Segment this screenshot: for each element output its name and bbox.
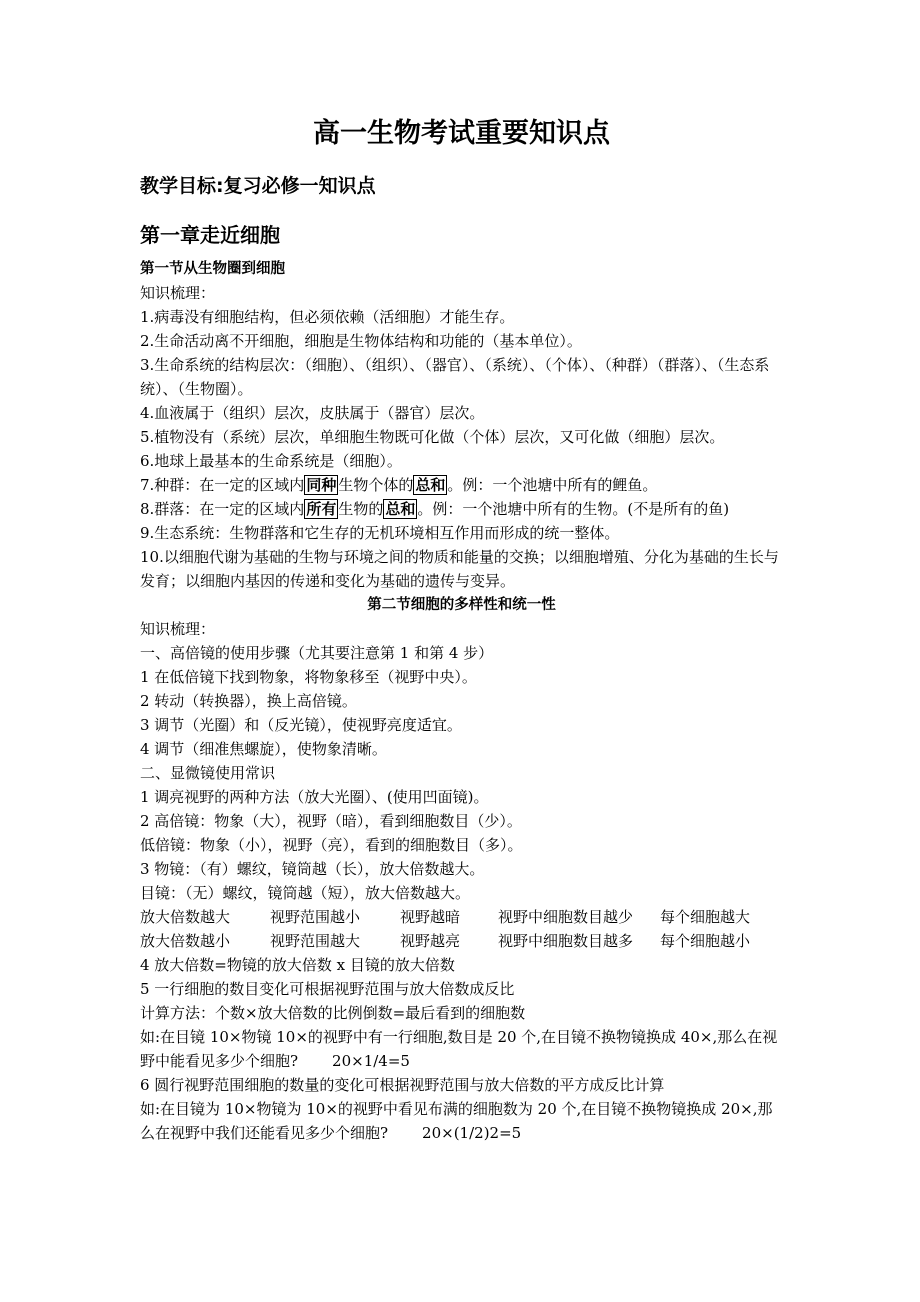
cell: 每个细胞越大: [660, 908, 751, 926]
point-7-keyword-same-species: 同种: [306, 476, 337, 494]
point-8-keyword-all: 所有: [306, 500, 337, 518]
tip-3b: 目镜：（无）螺纹，镜筒越（短），放大倍数越大。: [140, 884, 471, 902]
comparison-row-1: [140, 905, 783, 929]
tip-2b: 低倍镜：物象（小），视野（亮），看到的细胞数目（多）。: [140, 836, 523, 854]
point-8-keyword-total: 总和: [385, 500, 416, 518]
knowledge-label: 知识梳理：: [140, 284, 216, 302]
document-body: [140, 112, 783, 1145]
point-7-text-c: 生物个体的: [338, 476, 414, 494]
example-1-answer: 20×1/4=5: [332, 1052, 410, 1070]
microscope-steps-heading: 一、高倍镜的使用步骤（尤其要注意第 1 和第 4 步）: [140, 644, 494, 662]
point-7-text-d: 。例：一个池塘中所有的鲤鱼。: [447, 476, 658, 494]
point-8: [140, 497, 783, 521]
point-8-text-a: 8.群落：在一定的区域内: [140, 500, 305, 518]
tip-3: 3 物镜：（有）螺纹，镜筒越（长），放大倍数越大。: [140, 860, 485, 878]
tip-4: 4 放大倍数=物镜的放大倍数 x 目镜的放大倍数: [140, 956, 455, 974]
cell: 视野中细胞数目越多: [498, 932, 634, 950]
cell: 放大倍数越小: [140, 932, 231, 950]
cell: 放大倍数越大: [140, 908, 231, 926]
tip-2: 2 高倍镜：物象（大），视野（暗），看到细胞数目（少）。: [140, 812, 522, 830]
point-3: 3.生命系统的结构层次：（细胞）、（组织）、（器官）、（系统）、（个体）、（种群）（群落）、（生态系统）、（生物圈）。: [140, 356, 770, 398]
tip-5-method: 计算方法：个数×放大倍数的比例倒数=最后看到的细胞数: [140, 1004, 526, 1022]
section-2-heading: 第二节细胞的多样性和统一性: [367, 597, 556, 613]
knowledge-label-2: 知识梳理：: [140, 620, 216, 638]
cell: 视野越暗: [400, 908, 461, 926]
point-8-text-c: 生物的: [338, 500, 384, 518]
step-2: 2 转动（转换器），换上高倍镜。: [140, 692, 357, 710]
cell: 每个细胞越小: [660, 932, 751, 950]
point-2: 2.生命活动离不开细胞，细胞是生物体结构和功能的（基本单位）。: [140, 332, 582, 350]
point-7-keyword-total: 总和: [415, 476, 446, 494]
step-4: 4 调节（细准焦螺旋），使物象清晰。: [140, 740, 387, 758]
example-2-answer: 20×(1/2)2=5: [422, 1124, 522, 1142]
tip-6: 6 圆行视野范围细胞的数量的变化可根据视野范围与放大倍数的平方成反比计算: [140, 1076, 665, 1094]
point-1: 1.病毒没有细胞结构，但必须依赖（活细胞）才能生存。: [140, 308, 515, 326]
step-3: 3 调节（光圈）和（反光镜），使视野亮度适宜。: [140, 716, 462, 734]
comparison-row-2: [140, 929, 783, 953]
cell: 视野越亮: [400, 932, 461, 950]
example-2: [140, 1097, 783, 1145]
chapter-heading: 第一章走近细胞: [140, 223, 280, 247]
tip-1: 1 调亮视野的两种方法（放大光圈）、(使用凹面镜)。: [140, 788, 489, 806]
point-7-text-a: 7.种群：在一定的区域内: [140, 476, 305, 494]
cell: 视野范围越大: [270, 932, 361, 950]
microscope-tips-heading: 二、显微镜使用常识: [140, 764, 276, 782]
cell: 视野范围越小: [270, 908, 361, 926]
page-title: 高一生物考试重要知识点: [313, 118, 610, 149]
example-1-question: 如:在目镜 10×物镜 10×的视野中有一行细胞,数目是 20 个,在目镜不换物镜换成 40×,那么在视野中能看见多少个细胞?: [140, 1028, 778, 1070]
point-7: [140, 473, 783, 497]
point-5: 5.植物没有（系统）层次，单细胞生物既可化做（个体）层次，又可化做（细胞）层次。: [140, 428, 725, 446]
example-1: [140, 1025, 783, 1073]
point-8-text-d: 。例：一个池塘中所有的生物。(不是所有的鱼): [417, 500, 730, 518]
point-6: 6.地球上最基本的生命系统是（细胞）。: [140, 452, 402, 470]
section-1-heading: 第一节从生物圈到细胞: [140, 261, 285, 277]
tip-5: 5 一行细胞的数目变化可根据视野范围与放大倍数成反比: [140, 980, 515, 998]
point-10: 10.以细胞代谢为基础的生物与环境之间的物质和能量的交换；以细胞增殖、分化为基础的生长与发育；以细胞内基因的传递和变化为基础的遗传与变异。: [140, 548, 779, 590]
step-1: 1 在低倍镜下找到物象，将物象移至（视野中央）。: [140, 668, 477, 686]
cell: 视野中细胞数目越少: [498, 908, 634, 926]
point-4: 4.血液属于（组织）层次，皮肤属于（器官）层次。: [140, 404, 485, 422]
teaching-goal: 教学目标:复习必修一知识点: [140, 175, 376, 197]
example-2-question: 如:在目镜为 10×物镜为 10×的视野中看见布满的细胞数为 20 个,在目镜不换物镜换成 20×,那么在视野中我们还能看见多少个细胞?: [140, 1100, 773, 1142]
point-9: 9.生态系统：生物群落和它生存的无机环境相互作用而形成的统一整体。: [140, 524, 620, 542]
